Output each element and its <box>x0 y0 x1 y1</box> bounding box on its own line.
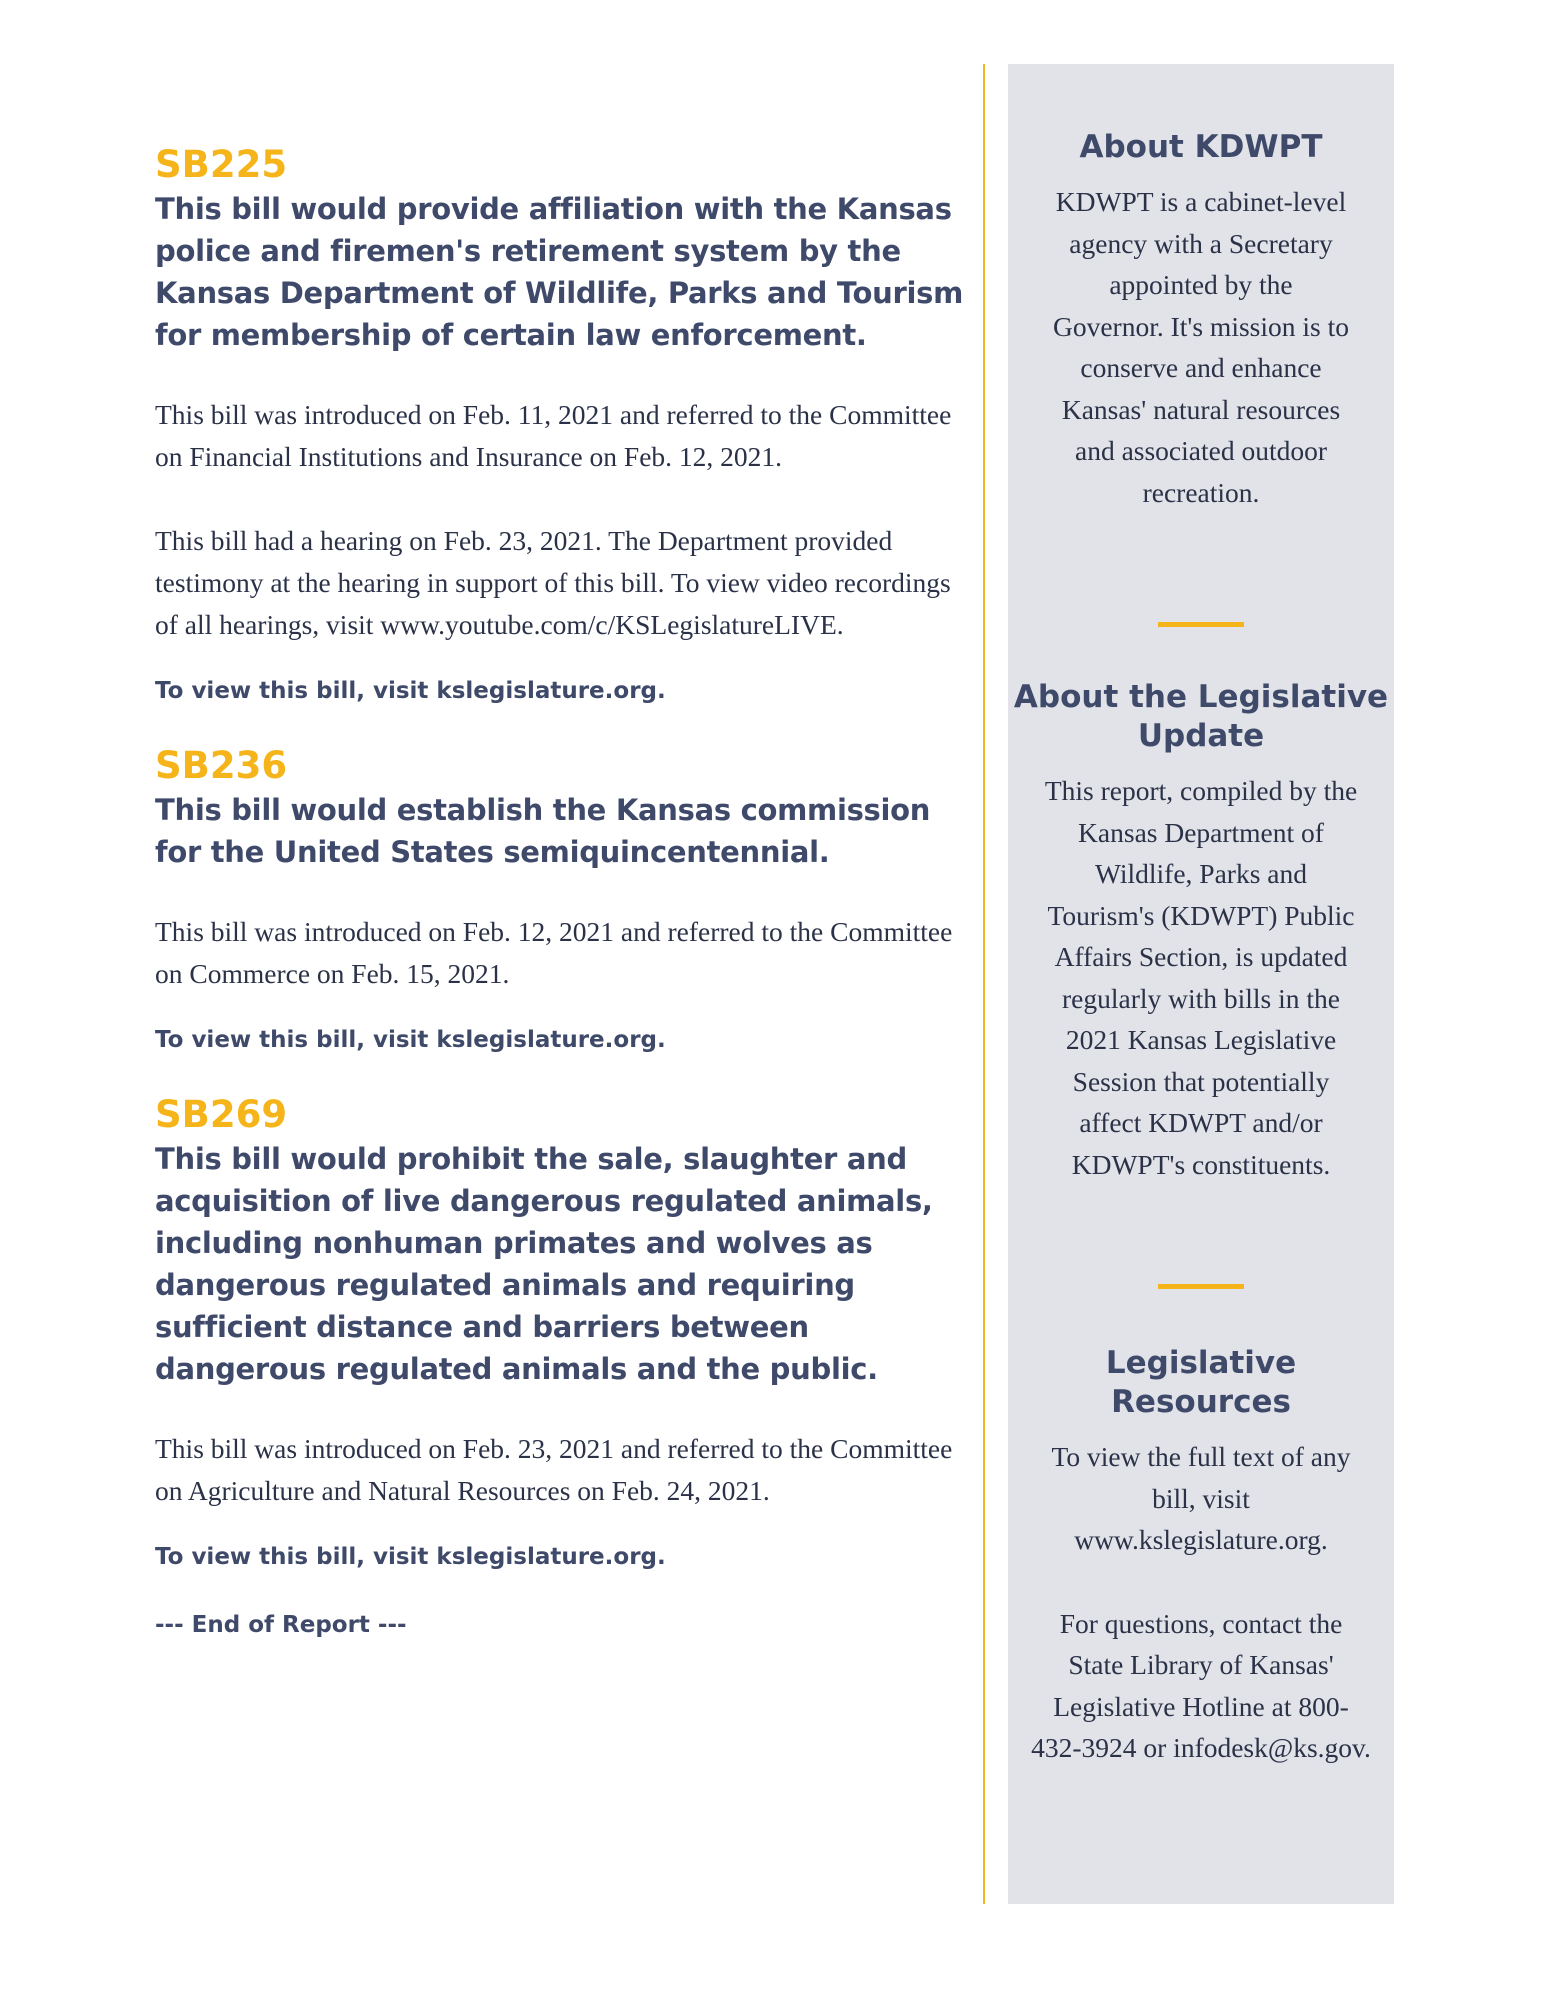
bill-description: This bill would prohibit the sale, slaughter and acquisition of live dangerous regulated animals, including nonhuman primates and wolves as dangerous regulated animals and requiring sufficient distance and barriers between dangerous regulated animals and the public. <box>155 1142 933 1386</box>
bill-sb236 <box>155 743 965 1055</box>
view-bill-link[interactable]: To view this bill, visit kslegislature.org. <box>155 678 666 704</box>
bill-sb269 <box>155 1092 965 1572</box>
view-bill-link[interactable]: To view this bill, visit kslegislature.org. <box>155 1027 666 1053</box>
bill-code: SB269 <box>155 1093 288 1136</box>
bill-description: This bill would provide affiliation with the Kansas police and firemen's retirement system by the Kansas Department of Wildlife, Parks and Tourism for membership of certain law enforcement. <box>155 192 964 352</box>
section-divider <box>1158 1284 1244 1289</box>
bill-status-paragraph: This bill was introduced on Feb. 11, 2021 and referred to the Committee on Financial Institutions and Insurance on Feb. 12, 2021. <box>155 399 952 472</box>
column-divider <box>983 64 985 1904</box>
about-update-title: About the Legislative Update <box>1013 679 1389 754</box>
end-of-report: --- End of Report --- <box>155 1612 407 1638</box>
bill-status-paragraph: This bill was introduced on Feb. 12, 2021 and referred to the Committee on Commerce on Feb. 15, 2021. <box>155 916 953 989</box>
resources-view-text: To view the full text of any bill, visit www.kslegislature.org. <box>1051 1441 1351 1555</box>
bill-hearing-paragraph: This bill had a hearing on Feb. 23, 2021. The Department provided testimony at the hearing in support of this bill. To view video recordings of all hearings, visit www.youtube.com/c/KSLegislatureLIVE. <box>155 525 951 640</box>
section-divider <box>1158 622 1244 627</box>
bill-sb225 <box>155 142 965 706</box>
bill-status-paragraph: This bill was introduced on Feb. 23, 2021 and referred to the Committee on Agriculture and Natural Resources on Feb. 24, 2021. <box>155 1433 953 1506</box>
resources-contact-text: For questions, contact the State Library of Kansas' Legislative Hotline at 800-432-3924 or infodesk@ks.gov. <box>1031 1607 1371 1763</box>
bill-code: SB225 <box>155 143 288 186</box>
about-kdwpt-section <box>1008 128 1394 513</box>
bill-list <box>155 142 965 1640</box>
about-kdwpt-text: KDWPT is a cabinet-level agency with a Secretary appointed by the Governor. It's mission is to conserve and enhance Kansas' natural resources and associated outdoor recreation. <box>1052 186 1349 508</box>
resources-title: Legislative Resources <box>1105 1345 1297 1420</box>
bill-description: This bill would establish the Kansas commission for the United States semiquincentennial. <box>155 793 931 869</box>
about-kdwpt-title: About KDWPT <box>1079 129 1323 165</box>
sidebar <box>1008 64 1394 1904</box>
bill-code: SB236 <box>155 744 288 787</box>
view-bill-link[interactable]: To view this bill, visit kslegislature.org. <box>155 1544 666 1570</box>
about-update-section <box>1008 678 1394 1185</box>
about-update-text: This report, compiled by the Kansas Department of Wildlife, Parks and Tourism's (KDWPT) Public Affairs Section, is updated regularly with bills in the 2021 Kansas Legislative Session that potentially affect KDWPT and/or KDWPT's constituents. <box>1044 775 1358 1180</box>
resources-section <box>1008 1344 1394 1769</box>
